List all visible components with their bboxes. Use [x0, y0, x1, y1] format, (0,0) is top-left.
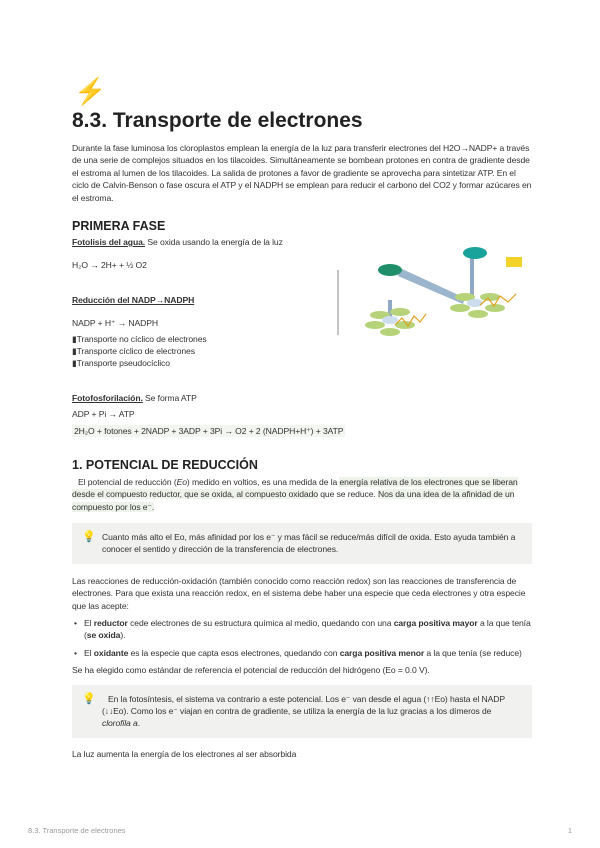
lightning-icon: ⚡: [74, 76, 107, 106]
fotolisis-line: [72, 236, 327, 248]
fotofosforilacion-text: Se forma ATP: [142, 392, 197, 403]
intro-paragraph: Durante la fase luminosa los cloroplastos emplean la energía de la luz para transferir electrones del H2O→NADP+ a través de una serie de complejos situados en los tilacoides. Simultáneamente se bombean protones en contra de gradiente desde el estroma al lumen de los tilacoides. La salida de protones a favor de gradiente se aprovecha para sintetizar ATP. En el ciclo de Calvin-Benson o fase oscura el ATP y el NADPH se emplean para reducir el carbono del CO2 y formar azúcares en el estroma.: [72, 143, 532, 203]
lightbulb-icon: 💡: [82, 692, 96, 705]
primera-fase-heading: PRIMERA FASE: [72, 219, 166, 234]
potencial-paragraph: El potencial de reducción (Eo) medido en voltios, es una medida de la energía relativa de los electrones que se liberan desde el compuesto reductor, que se oxida, al compuesto oxidado que se reduce. Nos da una idea de la afinidad de un compuesto por los e⁻.: [72, 476, 518, 512]
footer-title: 8.3. Transporte de electrones: [28, 826, 126, 835]
hydrogen-reference: Se ha elegido como estándar de referencia el potencial de reducción del hidrógeno (Eo = 0.0 V).: [72, 665, 430, 676]
fotofosforilacion-line: [72, 392, 327, 404]
luz-paragraph: La luz aumenta la energía de los electrones al ser absorbida: [72, 748, 297, 759]
fotolisis-text: Se oxida usando la energía de la luz: [145, 237, 283, 248]
callout-eo: [72, 523, 532, 564]
reduccion-label: [72, 294, 327, 306]
transport-item: ▮Transporte cíclico de electrones: [72, 346, 195, 357]
reduccion-label-text: Reducción del NADP→NADPH: [72, 294, 195, 305]
transport-item: ▮Transporte pseudocíclico: [72, 358, 170, 369]
page-content: [72, 0, 532, 820]
callout-fotosintesis: 💡 En la fotosíntesis, el sistema va contrario a este potencial. Los e⁻ van desde el agua (↑↑Eo) hasta el NADP (↓↓Eo). Como los e⁻ viajan en contra de gradiente, se utiliza la energía de la luz gracias a los dímeros de clorofila a.: [72, 685, 532, 738]
transport-item: ▮Transporte no cíclico de electrones: [72, 333, 207, 344]
atp-equation: ADP + Pi → ATP: [72, 409, 135, 420]
z-scheme-diagram: [330, 240, 530, 345]
redox-paragraph: Las reacciones de reducción-oxidación (también conocido como reacción redox) son las reacciones de transferencia de electrones. Para que exista una reacción redox, en el sistema debe haber una especie que ceda electrones y otra especie que las acepte:: [72, 575, 526, 611]
lightbulb-icon: 💡: [82, 530, 96, 543]
primera-fase-section: [72, 236, 532, 439]
potencial-heading: 1. POTENCIAL DE REDUCCIÓN: [72, 457, 258, 472]
redox-list: [72, 617, 532, 659]
transport-list: [72, 333, 327, 370]
list-item: • El reductor cede electrones de su estructura química al medio, quedando con una carga positiva mayor a la que tenía (se oxida).: [72, 617, 532, 642]
fotofosforilacion-label: Fotofosforilación.: [72, 392, 143, 403]
fotolisis-equation: H₂O → 2H+ + ½ O2: [72, 260, 147, 271]
fotolisis-label: Fotolisis del agua.: [72, 237, 146, 248]
page-number: 1: [567, 826, 572, 835]
reduccion-equation: NADP + H⁺ → NADPH: [72, 318, 159, 329]
global-equation: 2H₂O + fotones + 2NADP + 3ADP + 3Pi → O2 + 2 (NADPH+H⁺) + 3ATP: [74, 425, 344, 436]
callout-text: Cuanto más alto el Eo, más afinidad por los e⁻ y mas fácil se reduce/más difícil de oxida. Esto ayuda también a conocer el sentido y dirección de la transferencia de electrones.: [102, 531, 516, 555]
page-title: 8.3. Transporte de electrones: [72, 109, 363, 132]
list-item: • El oxidante es la especie que capta esos electrones, quedando con carga positiva menor a la que tenía (se reduce): [72, 647, 532, 659]
